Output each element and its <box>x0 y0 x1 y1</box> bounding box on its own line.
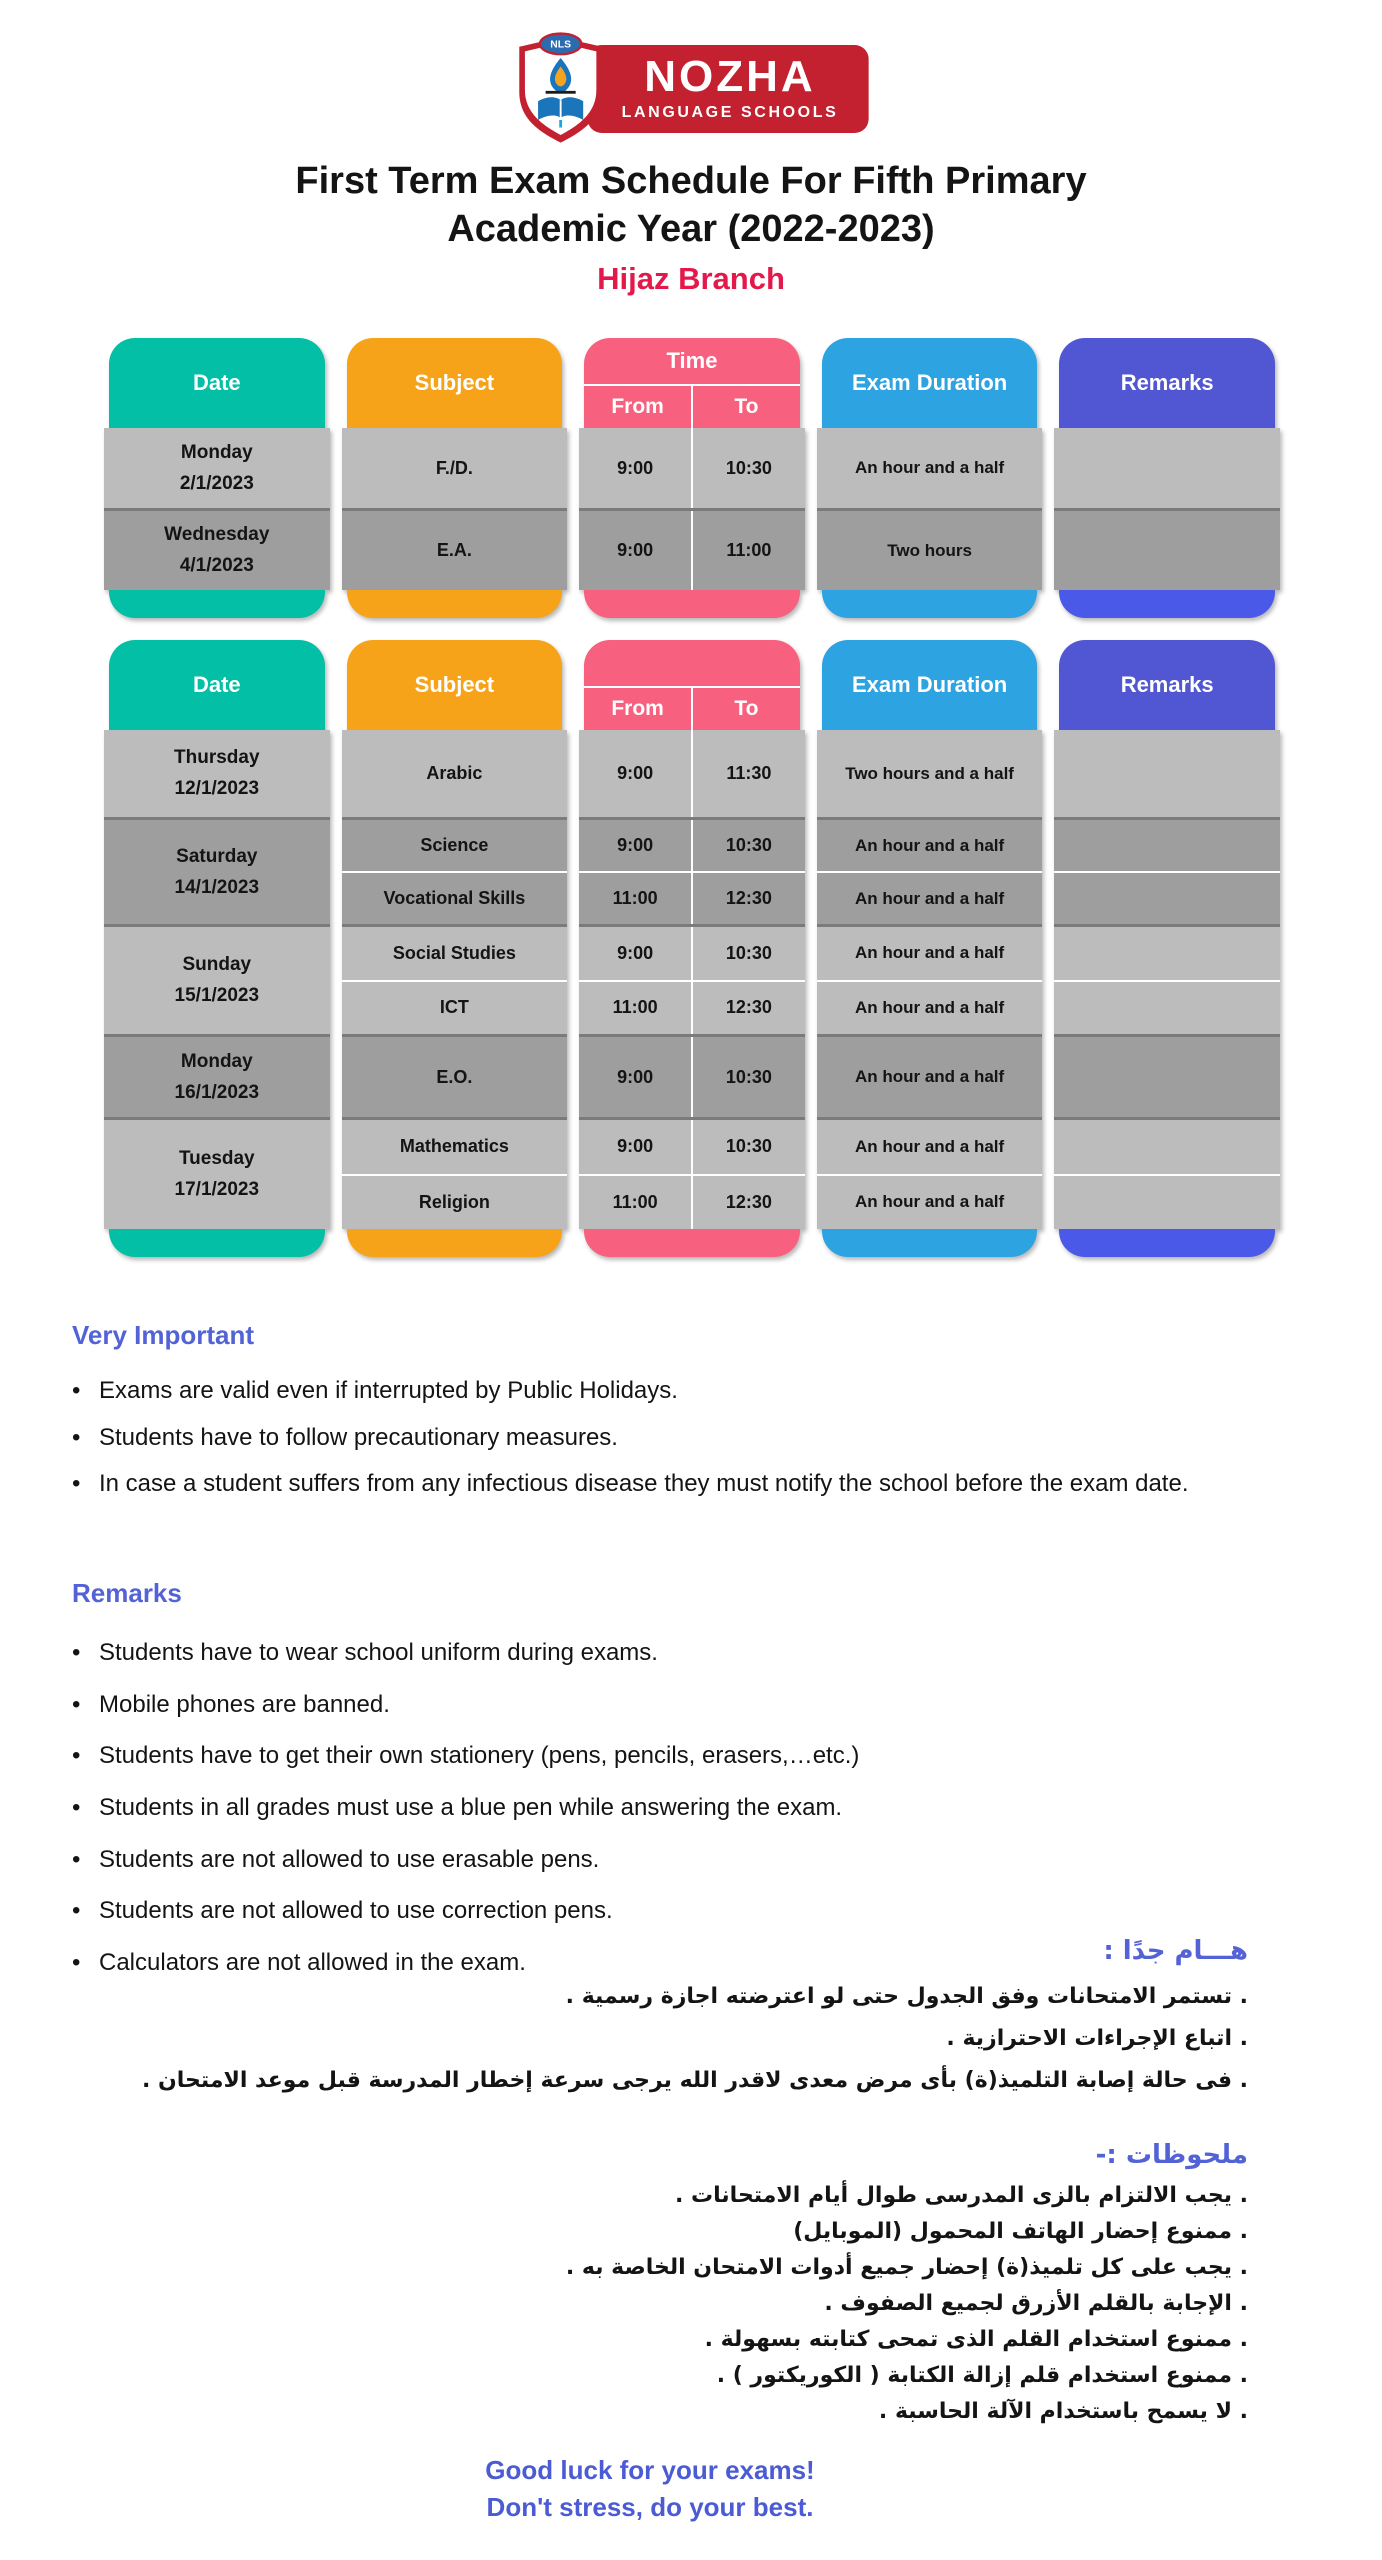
school-logo <box>514 30 869 148</box>
bullet-dot: • <box>72 1423 81 1451</box>
bullet-text: Calculators are not allowed in the exam. <box>99 1949 526 1977</box>
time-column-header <box>584 640 800 730</box>
row-group <box>342 1117 568 1229</box>
date-value: 4/1/2023 <box>179 555 254 576</box>
remarks-column-body <box>1054 428 1280 590</box>
duration-cell: Two hours and a half <box>845 763 1014 783</box>
time-cell <box>579 428 805 508</box>
time-footer-strip <box>584 1229 800 1257</box>
duration-footer-strip <box>822 590 1038 618</box>
good-luck-line2: Don't stress, do your best. <box>486 2492 814 2522</box>
bullet-text: Exams are valid even if interrupted by Public Holidays. <box>99 1377 678 1404</box>
day-name: Thursday <box>174 747 260 768</box>
time-from-cell: 11:00 <box>579 982 693 1035</box>
date-cell <box>104 820 330 924</box>
subject-footer-strip <box>347 1229 563 1257</box>
bullet-dot: • <box>72 1794 81 1822</box>
row-group <box>579 1117 805 1229</box>
row-group <box>1054 817 1280 924</box>
time-from-cell: 9:00 <box>579 927 693 980</box>
bullet-text: Students are not allowed to use correction pens. <box>99 1897 613 1925</box>
duration-column-body <box>817 428 1043 590</box>
time-cell <box>579 730 805 817</box>
time-cell <box>579 871 805 924</box>
date-value: 14/1/2023 <box>174 876 260 898</box>
remarks-cell <box>1054 820 1280 871</box>
remarks-header-label: Remarks <box>1059 640 1275 730</box>
remarks-cell <box>1054 1120 1280 1174</box>
arabic-note-line: . يجب الالتزام بالزى المدرسى طوال أيام الامتحانات . <box>675 2183 1248 2208</box>
row-group <box>579 817 805 924</box>
time-from-cell: 9:00 <box>579 511 693 590</box>
day-name: Monday <box>180 441 253 463</box>
date-column <box>104 338 330 618</box>
time-cell <box>579 927 805 980</box>
time-cell <box>579 1174 805 1230</box>
bullet-dot: • <box>72 1639 81 1666</box>
bullet-text: Students have to get their own stationery (pens, pencils, erasers,…etc.) <box>99 1742 860 1770</box>
row-group <box>817 1117 1043 1229</box>
time-from-cell: 11:00 <box>579 1176 693 1230</box>
row-group <box>579 1034 805 1117</box>
row-group <box>342 1034 568 1117</box>
date-cell <box>104 927 330 1034</box>
duration-cell: Two hours <box>887 540 972 560</box>
date-footer-strip <box>109 590 325 618</box>
school-subtitle: LANGUAGE SCHOOLS <box>621 103 839 121</box>
time-to-cell: 10:30 <box>725 1066 772 1087</box>
time-column <box>579 640 805 1257</box>
subject-cell: ICT <box>342 980 568 1035</box>
remarks-column-body <box>1054 730 1280 1229</box>
row-group <box>817 817 1043 924</box>
time-header-label <box>584 640 800 688</box>
time-from-cell: 9:00 <box>579 428 693 508</box>
remarks-column <box>1054 338 1280 618</box>
date-cell <box>104 730 330 817</box>
row-group <box>104 1034 330 1117</box>
duration-cell: An hour and a half <box>817 871 1043 924</box>
time-subheader-row <box>584 688 800 730</box>
bullet-dot: • <box>72 1377 81 1404</box>
remarks-footer-strip <box>1059 590 1275 618</box>
remarks-cell <box>1054 980 1280 1035</box>
date-value: 12/1/2023 <box>174 778 260 799</box>
very-important-list <box>72 1375 1257 1500</box>
arabic-note-line: . الإجابة بالقلم الأزرق لجميع الصفوف . <box>824 2291 1248 2316</box>
date-cell <box>104 511 330 590</box>
row-group <box>104 428 330 508</box>
branch-title: Hijaz Branch <box>597 261 785 296</box>
arabic-note-line: . ممنوع إحضار الهاتف المحمول (الموبايل) <box>793 2219 1248 2244</box>
school-name: NOZHA <box>644 51 816 101</box>
time-to-cell: 12:30 <box>725 888 772 908</box>
date-value: 16/1/2023 <box>174 1081 260 1103</box>
duration-cell: An hour and a half <box>854 835 1005 855</box>
subject-header-label: Subject <box>347 640 563 730</box>
date-cell <box>104 1037 330 1117</box>
bullet-dot: • <box>72 1690 81 1718</box>
time-from-cell: 9:00 <box>579 820 693 871</box>
nls-badge-text: NLS <box>550 39 571 51</box>
bullet-text: Mobile phones are banned. <box>99 1690 390 1718</box>
from-header-label: From <box>584 386 693 428</box>
subject-cell: E.A. <box>436 540 472 560</box>
subject-cell: Religion <box>342 1174 568 1230</box>
bullet-item <box>72 1740 1257 1772</box>
time-to-cell: 11:30 <box>726 763 772 783</box>
arabic-note-line: . تستمر الامتحانات وفق الجدول حتى لو اعترضته اجازة رسمية . <box>565 1984 1248 2009</box>
time-to-cell: 10:30 <box>725 835 772 855</box>
exam-schedule-table-2 <box>104 640 1280 1257</box>
page-title-line1: First Term Exam Schedule For Fifth Primary <box>295 160 1087 202</box>
duration-cell: An hour and a half <box>854 458 1005 477</box>
duration-cell: An hour and a half <box>817 1174 1043 1230</box>
date-header-label: Date <box>109 640 325 730</box>
subject-header-label: Subject <box>347 338 563 428</box>
subject-cell: Arabic <box>426 763 483 783</box>
subject-cell: E.O. <box>436 1066 473 1087</box>
bullet-dot: • <box>72 1845 81 1873</box>
very-important-heading: Very Important <box>72 1320 255 1350</box>
logo-nameplate <box>588 45 869 133</box>
time-from-cell: 9:00 <box>579 1037 693 1117</box>
date-column <box>104 640 330 1257</box>
duration-footer-strip <box>822 1229 1038 1257</box>
row-group <box>104 508 330 590</box>
bullet-text: Students have to follow precautionary measures. <box>99 1423 618 1451</box>
duration-cell: An hour and a half <box>817 980 1043 1035</box>
date-cell <box>104 428 330 508</box>
bullet-text: Students are not allowed to use erasable pens. <box>99 1845 600 1873</box>
time-to-cell: 10:30 <box>725 1136 772 1157</box>
row-group <box>579 428 805 508</box>
row-group <box>342 730 568 817</box>
good-luck-message <box>0 2452 1300 2526</box>
subject-column <box>342 338 568 618</box>
time-footer-strip <box>584 590 800 618</box>
arabic-notes-section <box>138 2140 1248 2424</box>
time-to-cell: 11:00 <box>726 540 772 560</box>
duration-cell: An hour and a half <box>854 943 1005 963</box>
row-group <box>1054 508 1280 590</box>
duration-header-label: Exam Duration <box>822 338 1038 428</box>
date-footer-strip <box>109 1229 325 1257</box>
day-name: Wednesday <box>164 524 270 545</box>
row-group <box>104 817 330 924</box>
row-group <box>342 924 568 1034</box>
row-group <box>1054 1117 1280 1229</box>
row-group <box>579 730 805 817</box>
remarks-cell <box>1054 428 1280 508</box>
arabic-important-section <box>138 1936 1248 2093</box>
arabic-notes-heading: ملحوظات :- <box>1095 2140 1248 2170</box>
bullet-dot: • <box>72 1470 81 1498</box>
row-group <box>342 428 568 508</box>
row-group <box>1054 730 1280 817</box>
time-cell <box>579 1037 805 1117</box>
row-group <box>1054 924 1280 1034</box>
time-from-cell: 9:00 <box>579 1120 693 1174</box>
time-from-cell: 11:00 <box>579 873 693 924</box>
time-column-header <box>584 338 800 428</box>
bullet-text: Students in all grades must use a blue pen while answering the exam. <box>99 1794 843 1822</box>
day-name: Saturday <box>176 845 258 867</box>
date-value: 2/1/2023 <box>179 472 254 494</box>
remarks-cell <box>1054 927 1280 980</box>
subject-column-body <box>342 428 568 590</box>
arabic-important-list <box>138 1984 1248 2093</box>
row-group <box>817 924 1043 1034</box>
row-group <box>817 428 1043 508</box>
arabic-note-line: . اتباع الإجراءات الاحترازية . <box>946 2026 1248 2051</box>
arabic-note-line: . ممنوع استخدام قلم إزالة الكتابة ( الكوريكتور ) . <box>716 2363 1248 2388</box>
page-title-line2: Academic Year (2022-2023) <box>447 208 935 250</box>
duration-cell: An hour and a half <box>854 1067 1005 1086</box>
row-group <box>104 1117 330 1229</box>
date-column-body <box>104 730 330 1229</box>
time-header-label: Time <box>584 338 800 386</box>
bullet-dot: • <box>72 1897 81 1925</box>
time-cell <box>579 820 805 871</box>
bullet-dot: • <box>72 1742 81 1770</box>
day-name: Tuesday <box>178 1148 255 1169</box>
bullet-item <box>72 1375 1257 1407</box>
row-group <box>579 924 805 1034</box>
to-header-label: To <box>734 395 759 418</box>
date-cell <box>104 1120 330 1229</box>
bullet-item <box>72 1844 1257 1876</box>
date-value: 17/1/2023 <box>174 1179 260 1200</box>
subject-cell: Mathematics <box>399 1136 509 1157</box>
day-name: Sunday <box>182 954 252 975</box>
row-group <box>817 1034 1043 1117</box>
remarks-cell <box>1054 1174 1280 1230</box>
row-group <box>342 508 568 590</box>
row-group <box>817 508 1043 590</box>
row-group <box>104 924 330 1034</box>
subject-cell: Social Studies <box>392 942 516 963</box>
arabic-note-line: . لا يسمح باستخدام الآلة الحاسبة . <box>878 2399 1248 2424</box>
subject-column-body <box>342 730 568 1229</box>
duration-column-body <box>817 730 1043 1229</box>
date-value: 15/1/2023 <box>174 985 260 1006</box>
row-group <box>579 508 805 590</box>
date-header-label: Date <box>109 338 325 428</box>
time-cell <box>579 511 805 590</box>
from-header-label: From <box>584 688 693 730</box>
row-group <box>1054 1034 1280 1117</box>
remarks-header-label: Remarks <box>1059 338 1275 428</box>
time-cell <box>579 980 805 1035</box>
day-name: Monday <box>180 1050 253 1072</box>
exam-schedule-table-1 <box>104 338 1280 618</box>
bullet-dot: • <box>72 1949 81 1977</box>
duration-column <box>817 338 1043 618</box>
subject-footer-strip <box>347 590 563 618</box>
row-group <box>104 730 330 817</box>
remarks-footer-strip <box>1059 1229 1275 1257</box>
bullet-item <box>72 1895 1257 1927</box>
bullet-item <box>72 1637 1257 1669</box>
subject-cell: Vocational Skills <box>342 871 568 924</box>
good-luck-line1: Good luck for your exams! <box>485 2455 815 2485</box>
remarks-list <box>72 1637 1257 1979</box>
duration-header-label: Exam Duration <box>822 640 1038 730</box>
bullet-text: Students have to wear school uniform during exams. <box>99 1639 658 1666</box>
to-header-label: To <box>734 697 759 720</box>
very-important-section <box>72 1320 1257 1500</box>
time-cell <box>579 1120 805 1174</box>
duration-cell: An hour and a half <box>854 1136 1005 1156</box>
time-to-cell: 10:30 <box>725 457 772 478</box>
time-column <box>579 338 805 618</box>
remarks-cell <box>1054 871 1280 924</box>
remarks-heading: Remarks <box>72 1578 182 1608</box>
torch-bar <box>546 91 576 94</box>
row-group <box>1054 428 1280 508</box>
time-column-body <box>579 428 805 590</box>
arabic-note-line: . يجب على كل تلميذ(ة) إحضار جميع أدوات الامتحان الخاصة به . <box>565 2255 1248 2280</box>
arabic-notes-list <box>138 2183 1248 2424</box>
subject-cell: Science <box>420 835 489 855</box>
subject-cell: F./D. <box>435 457 473 478</box>
time-to-cell: 12:30 <box>725 997 772 1018</box>
bullet-item <box>72 1792 1257 1824</box>
remarks-cell <box>1054 730 1280 817</box>
time-from-cell: 9:00 <box>579 730 693 817</box>
arabic-important-heading: هـــام جدًا : <box>1103 1936 1248 1966</box>
time-to-cell: 10:30 <box>725 942 772 963</box>
bullet-item <box>72 1468 1257 1500</box>
subject-column <box>342 640 568 1257</box>
remarks-column <box>1054 640 1280 1257</box>
bullet-item <box>72 1422 1257 1454</box>
remarks-section <box>72 1578 1257 1979</box>
remarks-cell <box>1054 511 1280 590</box>
time-subheader-row <box>584 386 800 428</box>
row-group <box>342 817 568 924</box>
bullet-text: In case a student suffers from any infectious disease they must notify the school before the exam date. <box>99 1470 1189 1498</box>
row-group <box>817 730 1043 817</box>
arabic-note-line: . فى حالة إصابة التلميذ(ة) بأى مرض معدى لاقدر الله يرجى سرعة إخطار المدرسة قبل موعد الامتحان . <box>141 2068 1248 2093</box>
bullet-item <box>72 1689 1257 1721</box>
time-to-cell: 12:30 <box>725 1191 772 1212</box>
arabic-note-line: . ممنوع استخدام القلم الذى تمحى كتابته بسهولة . <box>704 2327 1248 2352</box>
date-column-body <box>104 428 330 590</box>
time-column-body <box>579 730 805 1229</box>
duration-column <box>817 640 1043 1257</box>
school-shield-emblem <box>514 30 608 148</box>
remarks-cell <box>1054 1037 1280 1117</box>
